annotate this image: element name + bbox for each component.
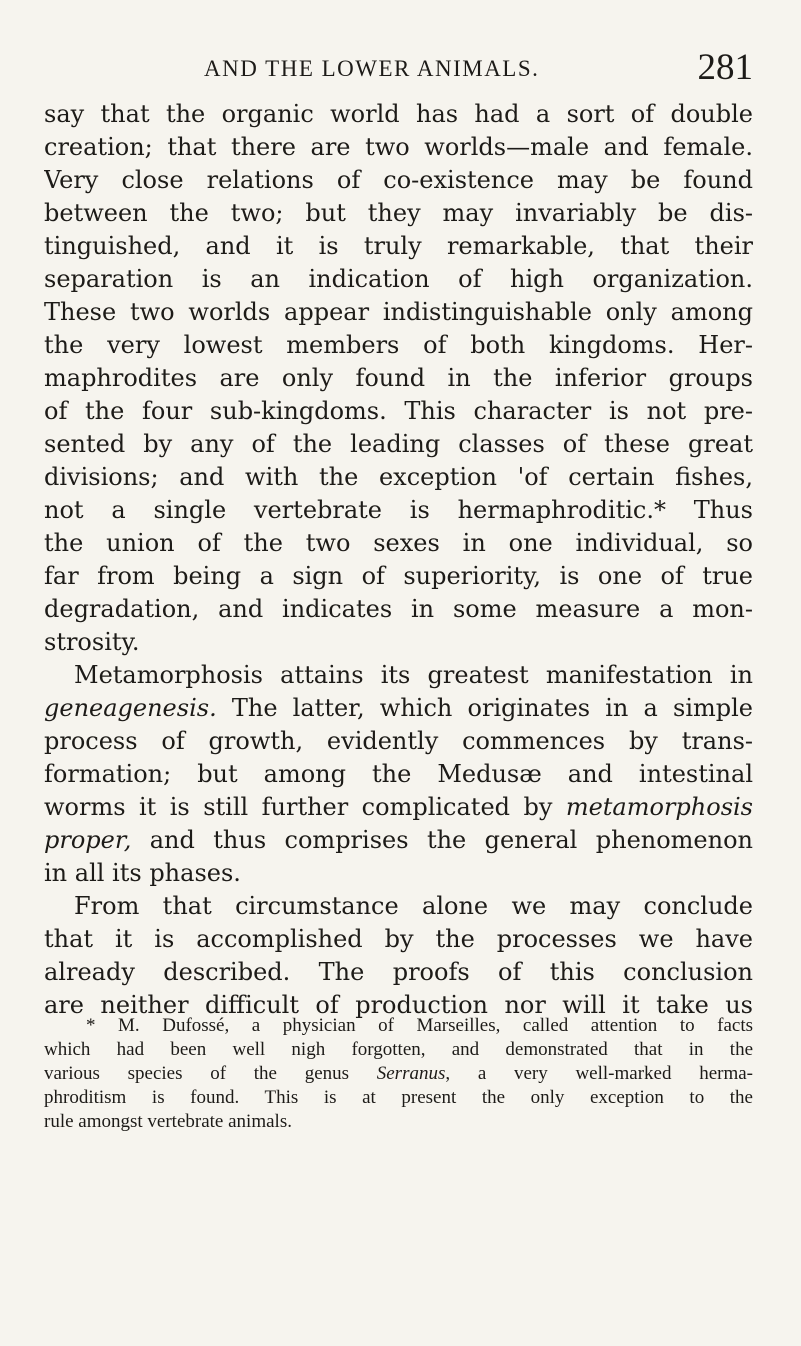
text-fragment: worms it is still further complicated by <box>44 793 566 821</box>
text-line: far from being a sign of superiority, is one of true <box>44 562 753 590</box>
running-head: AND THE LOWER ANIMALS. <box>204 56 540 81</box>
text-line: between the two; but they may invariably be dis- <box>44 199 753 227</box>
text-line: formation; but among the Medusæ and intestinal <box>44 760 753 788</box>
italic-term: metamorphosis <box>565 793 753 821</box>
text-line: that it is accomplished by the processes we have <box>44 925 753 953</box>
page-header <box>40 47 761 92</box>
text-line: the very lowest members of both kingdoms. Her- <box>44 331 753 359</box>
text-line: sented by any of the leading classes of these great <box>44 430 753 458</box>
text-fragment: various species of the genus <box>44 1063 377 1084</box>
footnote-line-italic <box>44 1062 753 1086</box>
text-line-italic-end <box>44 791 753 824</box>
text-fragment: and thus comprises the general phenomenon <box>131 826 753 854</box>
text-line: of the four sub-kingdoms. This character is not pre- <box>44 397 753 425</box>
text-line: maphrodites are only found in the inferior groups <box>44 364 753 392</box>
paragraph-start-line: From that circumstance alone we may conclude <box>74 892 753 920</box>
text-line: the union of the two sexes in one individual, so <box>44 529 753 557</box>
text-line: These two worlds appear indistinguishable only among <box>44 298 753 326</box>
text-fragment: The latter, which originates in a simple <box>216 694 753 722</box>
text-line: tinguished, and it is truly remarkable, that their <box>44 232 753 260</box>
text-line: are neither difficult of production nor will it take us <box>44 991 753 1019</box>
text-line: separation is an indication of high organization. <box>44 265 753 293</box>
italic-term: geneagenesis. <box>44 694 217 722</box>
text-line-italic-start <box>44 692 753 725</box>
text-line: Very close relations of co-existence may be found <box>44 166 753 194</box>
footnote-line: phroditism is found. This is at present the only exception to the <box>44 1087 753 1108</box>
italic-term: Serranus <box>376 1063 446 1084</box>
text-line: already described. The proofs of this conclusion <box>44 958 753 986</box>
text-line: creation; that there are two worlds—male and female. <box>44 133 753 161</box>
text-fragment: , a very well-marked herma- <box>445 1063 753 1084</box>
footnote <box>44 1014 753 1134</box>
footnote-line: * M. Dufossé, a physician of Marseilles, called attention to facts <box>86 1015 753 1036</box>
text-line: say that the organic world has had a sort of double <box>44 100 753 128</box>
text-line: divisions; and with the exception 'of certain fishes, <box>44 463 753 491</box>
text-line: strosity. <box>44 628 140 656</box>
text-line: degradation, and indicates in some measure a mon- <box>44 595 753 623</box>
page-number: 281 <box>697 47 753 88</box>
text-line: in all its phases. <box>44 859 241 887</box>
text-line: not a single vertebrate is hermaphroditic.* Thus <box>44 496 753 524</box>
paragraph-start-line: Metamorphosis attains its greatest manifestation in <box>74 661 753 689</box>
text-line: process of growth, evidently commences by trans- <box>44 727 753 755</box>
italic-term: proper, <box>44 826 132 854</box>
text-line-italic-start <box>44 824 753 857</box>
body-text <box>44 98 753 1022</box>
footnote-line: rule amongst vertebrate animals. <box>44 1111 292 1132</box>
footnote-line: which had been well nigh forgotten, and demonstrated that in the <box>44 1039 753 1060</box>
